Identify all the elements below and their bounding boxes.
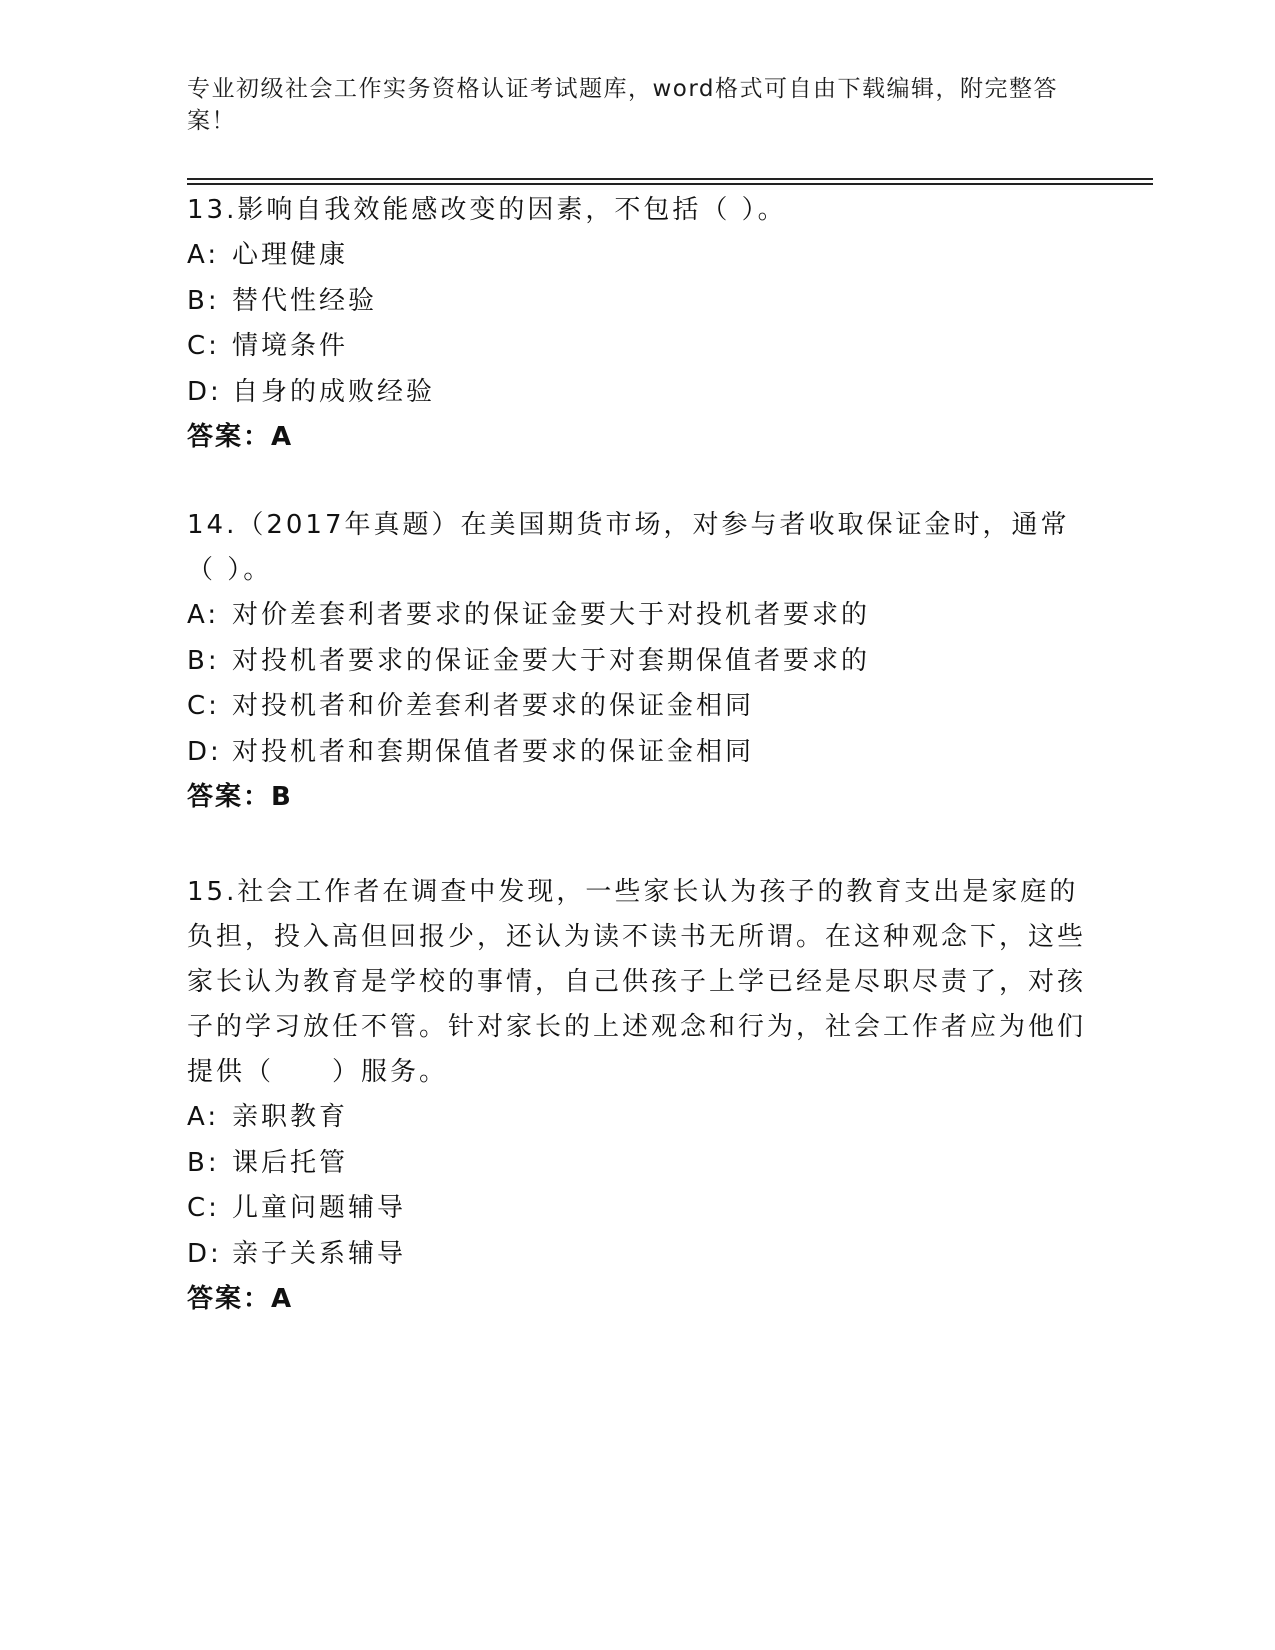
option-text: 心理健康 [232, 240, 349, 270]
option-d [187, 370, 1087, 416]
option-d [187, 730, 1087, 776]
option-b [187, 279, 1087, 325]
option-text: 情境条件 [232, 331, 349, 361]
option-b [187, 639, 1087, 685]
option-letter: A: [187, 1102, 220, 1132]
option-letter: A: [187, 240, 220, 270]
question-14 [187, 503, 1087, 820]
option-text: 亲职教育 [232, 1102, 349, 1132]
header-divider-bottom [187, 183, 1153, 185]
answer: 答案：A [187, 422, 294, 452]
question-15 [187, 870, 1087, 1322]
option-letter: B: [187, 1147, 220, 1178]
option-b [187, 1141, 1087, 1187]
option-text: 亲子关系辅导 [232, 1238, 407, 1269]
question-13 [187, 188, 1087, 460]
option-text: 对投机者和套期保值者要求的保证金相同 [232, 736, 755, 767]
question-stem: 15.社会工作者在调查中发现，一些家长认为孩子的教育支出是家庭的负担，投入高但回报少，还认为读不读书无所谓。在这种观念下，这些家长认为教育是学校的事情，自己供孩子上学已经是尽职尽责了，对孩子的学习放任不管。针对家长的上述观念和行为，社会工作者应为他们提供（ ）服务。 [187, 877, 1087, 1087]
option-letter: D: [187, 1238, 222, 1269]
option-letter: B: [187, 645, 220, 676]
option-letter: D: [187, 376, 222, 407]
option-letter: C: [187, 691, 220, 721]
option-text: 对投机者要求的保证金要大于对套期保值者要求的 [232, 645, 871, 676]
option-letter: B: [187, 285, 220, 316]
option-text: 对投机者和价差套利者要求的保证金相同 [232, 691, 755, 721]
option-letter: C: [187, 1193, 220, 1223]
option-text: 替代性经验 [232, 285, 378, 316]
document-header: 专业初级社会工作实务资格认证考试题库，word格式可自由下载编辑，附完整答案！ [187, 76, 1059, 134]
question-stem: 13.影响自我效能感改变的因素，不包括（ ）。 [187, 195, 787, 225]
option-text: 对价差套利者要求的保证金要大于对投机者要求的 [232, 600, 871, 630]
option-a [187, 1095, 1087, 1141]
option-text: 儿童问题辅导 [232, 1193, 407, 1223]
option-text: 自身的成败经验 [232, 376, 436, 407]
option-c [187, 684, 1087, 730]
option-a [187, 233, 1087, 279]
header-divider-top [187, 178, 1153, 180]
answer: 答案：A [187, 1284, 294, 1314]
option-letter: C: [187, 331, 220, 361]
option-letter: A: [187, 600, 220, 630]
answer: 答案：B [187, 782, 293, 812]
option-text: 课后托管 [232, 1147, 349, 1178]
option-d [187, 1232, 1087, 1278]
option-letter: D: [187, 736, 222, 767]
option-c [187, 1186, 1087, 1232]
question-stem: 14.（2017年真题）在美国期货市场，对参与者收取保证金时，通常（ ）。 [187, 510, 1070, 585]
option-a [187, 593, 1087, 639]
option-c [187, 324, 1087, 370]
